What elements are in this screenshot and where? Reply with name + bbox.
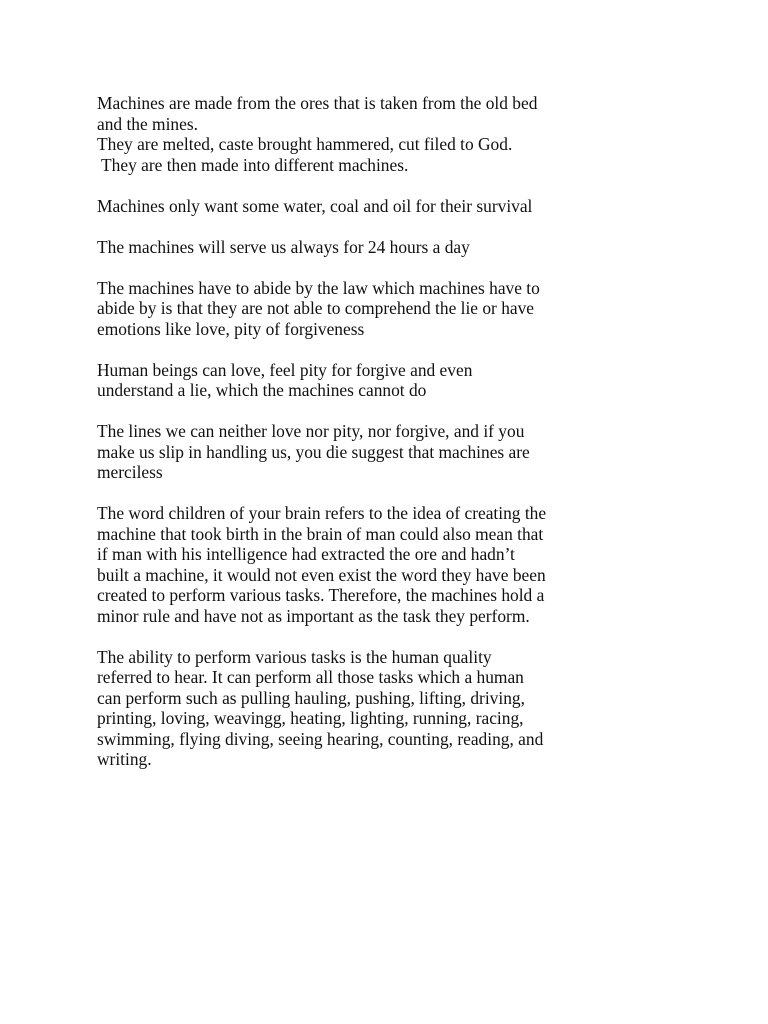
text-line: can perform such as pulling hauling, pushing, lifting, driving, bbox=[97, 687, 525, 708]
text-line: printing, loving, weavingg, heating, lighting, running, racing, bbox=[97, 708, 524, 728]
text-line: machine that took birth in the brain of man could also mean that bbox=[97, 523, 544, 544]
text-line: emotions like love, pity of forgiveness bbox=[97, 318, 365, 339]
text-line: The ability to perform various tasks is the human quality bbox=[97, 646, 492, 667]
text-line: understand a lie, which the machines cannot do bbox=[97, 380, 427, 400]
text-line: Machines only want some water, coal and oil for their survival bbox=[97, 195, 533, 216]
text-line: and the mines. bbox=[97, 113, 198, 134]
paragraph bbox=[97, 421, 697, 483]
text-line: if man with his intelligence had extracted the ore and hadn’t bbox=[97, 544, 515, 564]
paragraph bbox=[97, 360, 697, 401]
paragraph bbox=[97, 647, 697, 770]
text-line: The word children of your brain refers to the idea of creating the bbox=[97, 503, 547, 523]
text-line: make us slip in handling us, you die suggest that machines are bbox=[97, 441, 530, 462]
text-line: abide by is that they are not able to comprehend the lie or have bbox=[97, 298, 535, 318]
document-body bbox=[97, 93, 697, 790]
text-line: The machines will serve us always for 24 hours a day bbox=[97, 236, 470, 257]
text-line: minor rule and have not as important as the task they perform. bbox=[97, 605, 530, 626]
text-line: referred to hear. It can perform all those tasks which a human bbox=[97, 667, 524, 687]
text-line: The machines have to abide by the law which machines have to bbox=[97, 277, 540, 298]
text-line: writing. bbox=[97, 749, 152, 769]
text-line: They are melted, caste brought hammered, cut filed to God. bbox=[97, 134, 513, 154]
paragraph bbox=[97, 237, 697, 258]
text-line: merciless bbox=[97, 462, 163, 482]
text-line: The lines we can neither love nor pity, nor forgive, and if you bbox=[97, 421, 525, 441]
text-line: They are then made into different machines. bbox=[97, 154, 409, 175]
text-line: Machines are made from the ores that is taken from the old bed bbox=[97, 93, 538, 113]
text-line: created to perform various tasks. Therefore, the machines hold a bbox=[97, 585, 545, 605]
text-line: built a machine, it would not even exist the word they have been bbox=[97, 564, 546, 585]
paragraph bbox=[97, 93, 697, 175]
paragraph bbox=[97, 196, 697, 217]
paragraph bbox=[97, 278, 697, 340]
text-line: Human beings can love, feel pity for forgive and even bbox=[97, 359, 473, 380]
paragraph bbox=[97, 503, 697, 626]
text-line: swimming, flying diving, seeing hearing, counting, reading, and bbox=[97, 728, 544, 749]
